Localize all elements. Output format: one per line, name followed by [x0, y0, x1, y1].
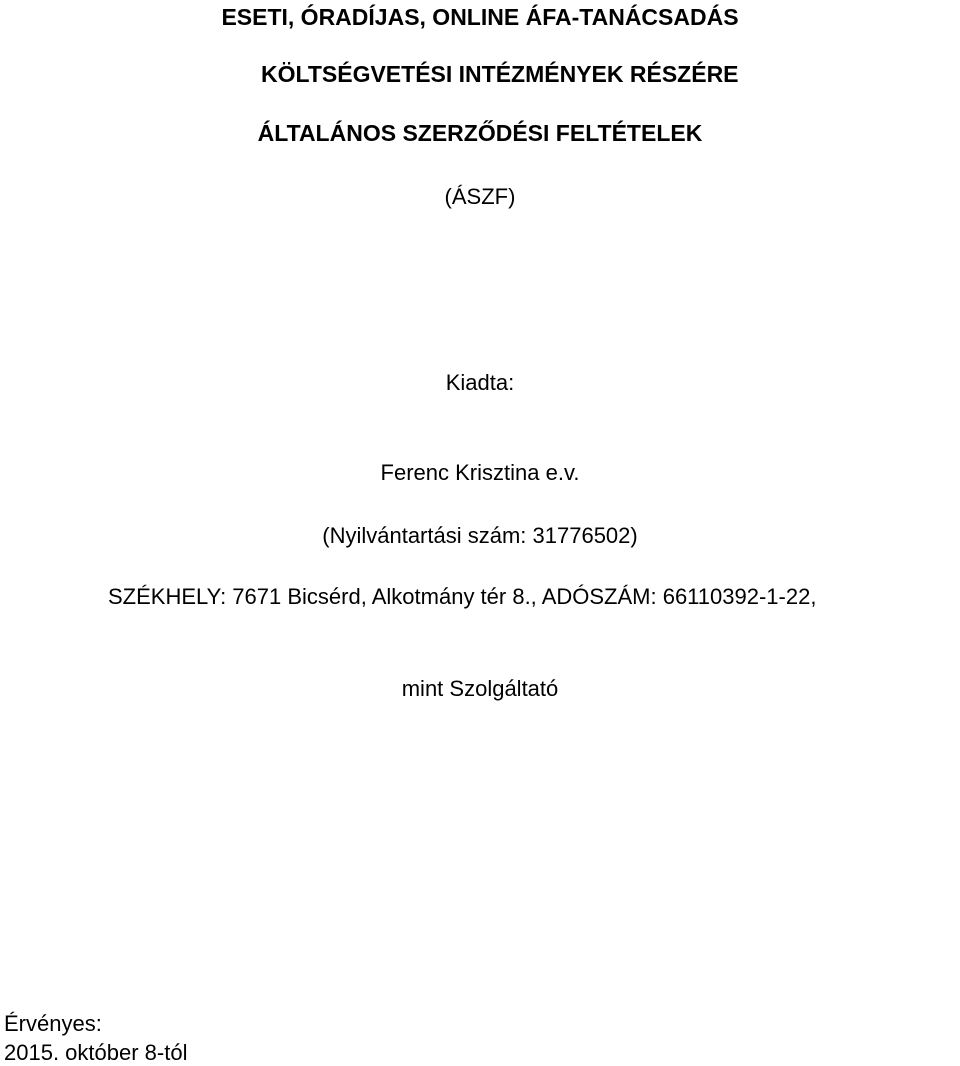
document-title-line1: ESETI, ÓRADÍJAS, ONLINE ÁFA-TANÁCSADÁS [221, 4, 739, 30]
registration-number: (Nyilvántartási szám: 31776502) [322, 523, 638, 548]
issuer-name: Ferenc Krisztina e.v. [380, 460, 580, 485]
document-title-line2: KÖLTSÉGVETÉSI INTÉZMÉNYEK RÉSZÉRE [261, 61, 739, 87]
provider-role: mint Szolgáltató [401, 676, 559, 701]
document-abbreviation: (ÁSZF) [444, 184, 516, 209]
seat-and-tax-number: SZÉKHELY: 7671 Bicsérd, Alkotmány tér 8., ADÓSZÁM: 66110392-1-22, [108, 584, 817, 609]
issued-by-label: Kiadta: [445, 370, 515, 395]
document-title-line3: ÁLTALÁNOS SZERZŐDÉSI FELTÉTELEK [257, 120, 703, 146]
validity-date: 2015. október 8-tól [4, 1040, 188, 1065]
validity-label: Érvényes: [4, 1011, 102, 1036]
